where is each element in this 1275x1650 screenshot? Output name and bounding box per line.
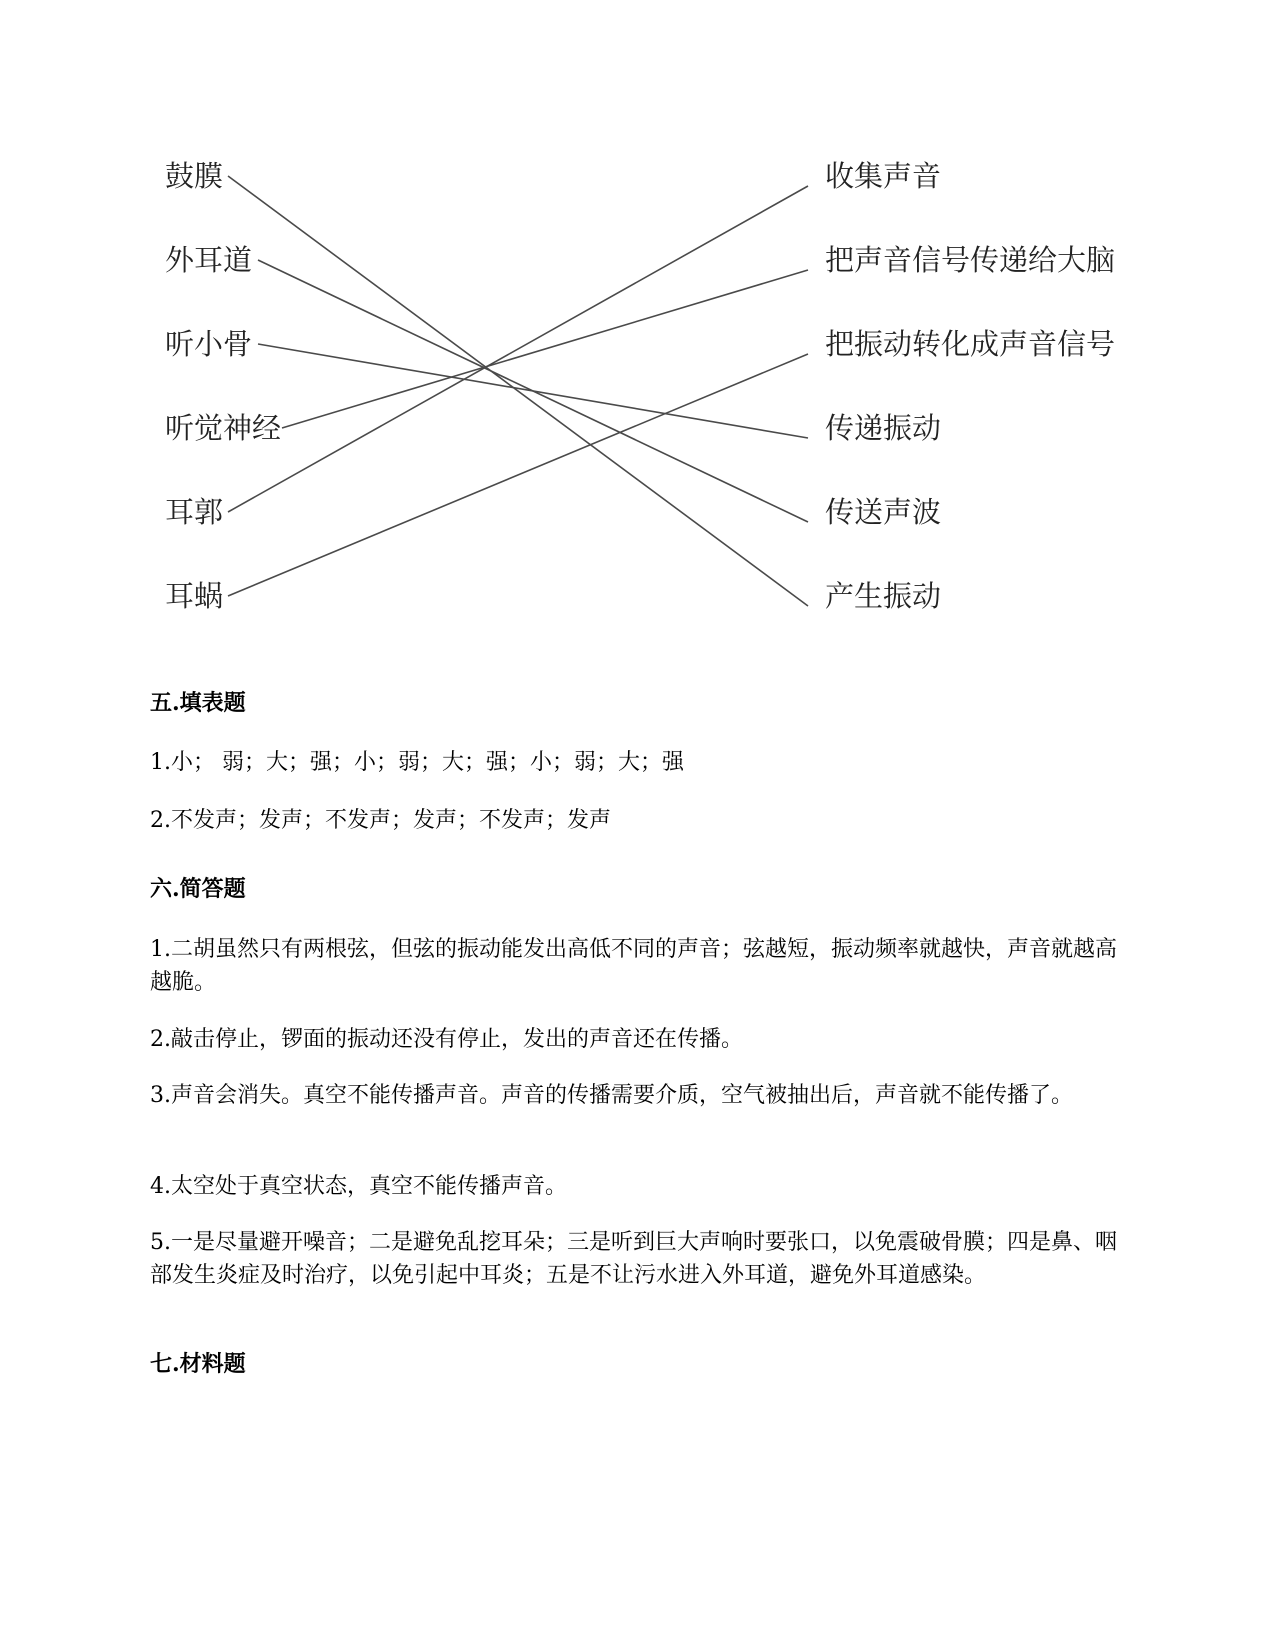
answer-item: 2.敲击停止，锣面的振动还没有停止，发出的声音还在传播。: [150, 1027, 743, 1052]
left-term: 鼓膜: [165, 159, 224, 193]
connector-line: [228, 186, 808, 512]
left-term: 听觉神经: [165, 411, 282, 445]
right-function: 产生振动: [825, 579, 942, 613]
left-term: 耳蜗: [165, 579, 224, 613]
answer-item: 5.一是尽量避开噪音；二是避免乱挖耳朵；三是听到巨大声响时要张口，以免震破骨膜；四是鼻、咽部发生炎症及时治疗，以免引起中耳炎；五是不让污水进入外耳道，避免外耳道感染。: [150, 1230, 1117, 1288]
left-term: 听小骨: [165, 327, 253, 361]
answer-item: 1.小； 弱；大；强；小；弱；大；强；小；弱；大；强: [150, 750, 684, 775]
right-function-column: [825, 159, 1115, 613]
left-term-column: [165, 159, 281, 613]
right-function: 传送声波: [825, 495, 942, 529]
matching-diagram: [0, 0, 1275, 640]
section-title-fill-table: 五.填表题: [150, 690, 246, 716]
left-term: 耳郭: [165, 495, 224, 529]
section-title-short-answer: 六.简答题: [150, 876, 246, 902]
answer-item: 1.二胡虽然只有两根弦，但弦的振动能发出高低不同的声音；弦越短，振动频率就越快，声音就越高越脆。: [150, 937, 1117, 995]
right-function: 收集声音: [825, 159, 942, 193]
answer-item: 2.不发声；发声；不发声；发声；不发声；发声: [150, 808, 611, 833]
right-function: 传递振动: [825, 411, 942, 445]
answer-item: 3.声音会消失。真空不能传播声音。声音的传播需要介质，空气被抽出后，声音就不能传播了。: [150, 1083, 1073, 1108]
right-function: 把振动转化成声音信号: [825, 327, 1116, 361]
section-title-material: 七.材料题: [150, 1351, 246, 1377]
left-term: 外耳道: [165, 243, 253, 277]
connector-lines: [228, 176, 808, 606]
right-function: 把声音信号传递给大脑: [825, 243, 1116, 277]
answer-item: 4.太空处于真空状态，真空不能传播声音。: [150, 1174, 567, 1199]
connector-line: [282, 270, 808, 428]
connector-line: [258, 344, 808, 438]
